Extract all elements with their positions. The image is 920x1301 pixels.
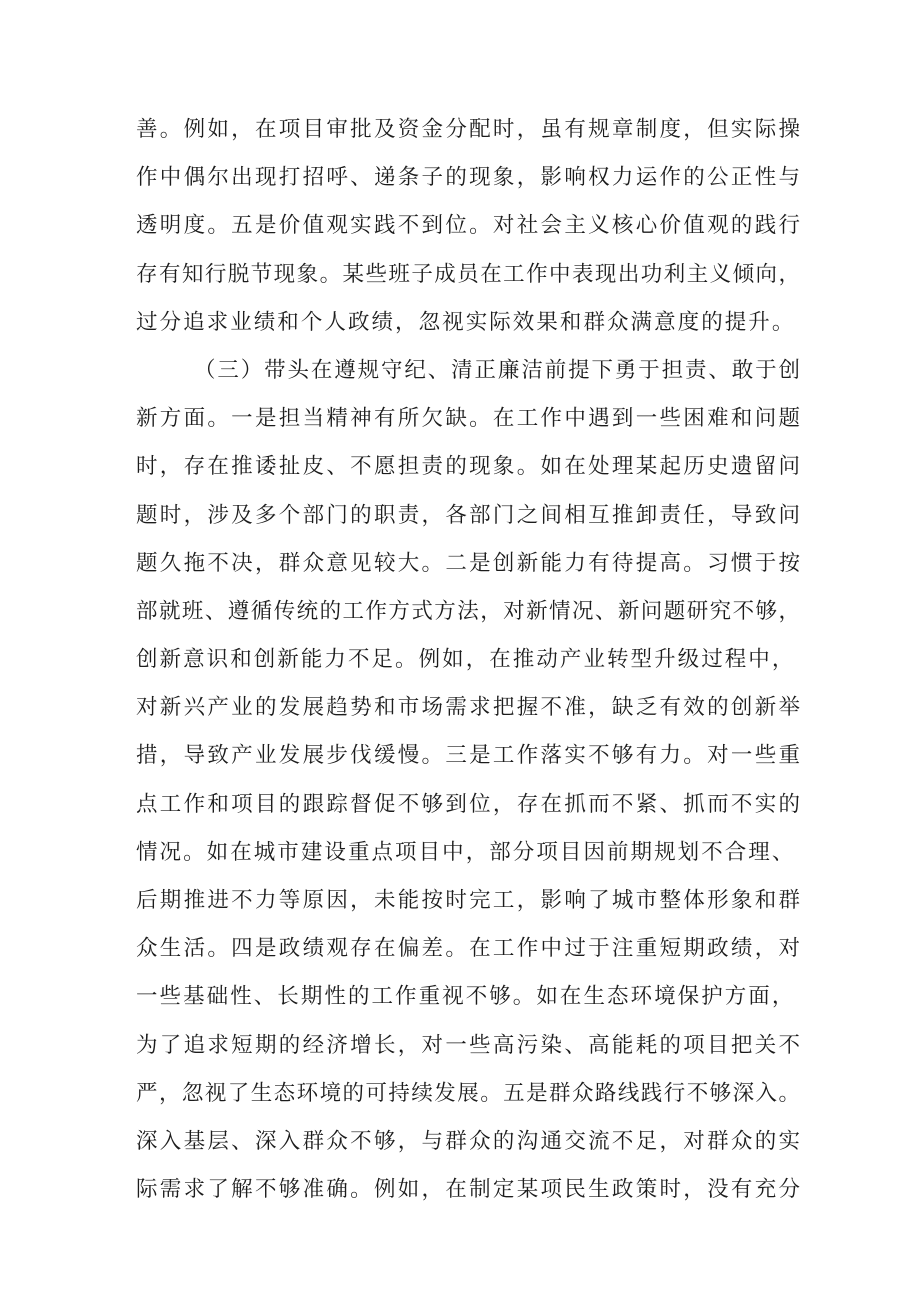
text-line: 部就班、遵循传统的工作方式方法，对新情况、新问题研究不够， [136,598,800,624]
text-line: 一些基础性、长期性的工作重视不够。如在生态环境保护方面， [136,984,796,1010]
text-line: 对新兴产业的发展趋势和市场需求把握不准，缺乏有效的创新举 [136,695,800,721]
section-heading-line: （三）带头在遵规守纪、清正廉洁前提下勇于担责、敢于创 [194,357,800,383]
text-line: 过分追求业绩和个人政绩，忽视实际效果和群众满意度的提升。 [136,309,796,335]
text-line: 点工作和项目的跟踪督促不够到位，存在抓而不紧、抓而不实的 [136,791,800,817]
text-line: 措，导致产业发展步伐缓慢。三是工作落实不够有力。对一些重 [136,743,800,769]
text-line: 新方面。一是担当精神有所欠缺。在工作中遇到一些困难和问题 [136,406,800,432]
text-line: 创新意识和创新能力不足。例如，在推动产业转型升级过程中， [136,647,796,673]
text-line: 深入基层、深入群众不够，与群众的沟通交流不足，对群众的实 [136,1128,800,1154]
text-line: 善。例如，在项目审批及资金分配时，虽有规章制度，但实际操 [136,117,800,142]
text-line: 为了追求短期的经济增长，对一些高污染、高能耗的项目把关不 [136,1032,800,1058]
text-line: 后期推进不力等原因，未能按时完工，影响了城市整体形象和群 [136,888,800,913]
text-line: 存有知行脱节现象。某些班子成员在工作中表现出功利主义倾向， [136,261,800,287]
text-line: 题时，涉及多个部门的职责，各部门之间相互推卸责任，导致问 [136,502,800,528]
text-line: 作中偶尔出现打招呼、递条子的现象，影响权力运作的公正性与 [136,165,800,191]
text-line: 众生活。四是政绩观存在偏差。在工作中过于注重短期政绩，对 [136,936,800,962]
text-line: 题久拖不决，群众意见较大。二是创新能力有待提高。习惯于按 [136,550,800,576]
text-line: 情况。如在城市建设重点项目中，部分项目因前期规划不合理、 [136,839,796,865]
text-line: 际需求了解不够准确。例如，在制定某项民生政策时，没有充分 [136,1177,800,1203]
text-line: 严，忽视了生态环境的可持续发展。五是群众路线践行不够深入。 [136,1080,800,1106]
text-line: 时，存在推诿扯皮、不愿担责的现象。如在处理某起历史遗留问 [136,454,800,480]
body-text [136,106,800,1214]
text-line: 透明度。五是价值观实践不到位。对社会主义核心价值观的践行 [136,213,800,239]
